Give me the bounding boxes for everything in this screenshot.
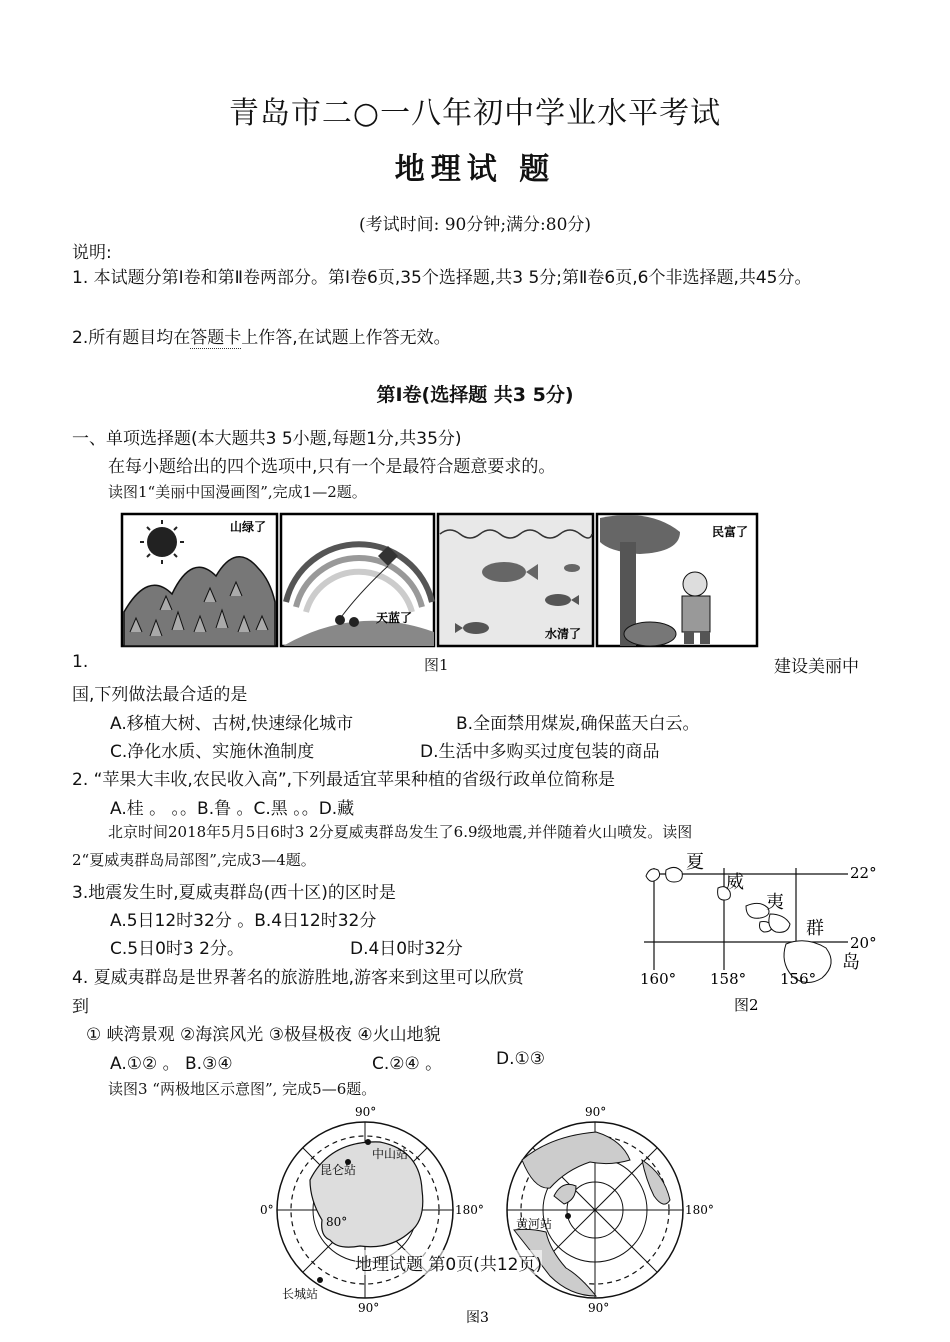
right-map-bottom-label: 90° (588, 1301, 610, 1315)
label-qun: 群 (806, 918, 824, 939)
q4-options-ab: A.①② 。 B.③④ (110, 1054, 233, 1074)
left-map-top-label: 90° (355, 1105, 377, 1119)
read-figure-2-line2: 2“夏威夷群岛局部图”,完成3—4题。 (72, 851, 316, 869)
right-map-right-label: 180° (685, 1203, 714, 1217)
right-map-top-label: 90° (585, 1105, 607, 1119)
read-figure-2-line1: 北京时间2018年5月5日6时3 2分夏威夷群岛发生了6.9级地震,并伴随着火山喷发。读图 (108, 823, 693, 841)
q3-options-c: C.5日0时3 2分。 (110, 939, 244, 959)
panel-label-1: 山绿了 (230, 520, 267, 534)
left-map-right-label: 180° (455, 1203, 484, 1217)
panel-mountains (122, 514, 277, 646)
label-xia: 夏 (686, 852, 704, 873)
panel-label-4: 民富了 (712, 525, 749, 539)
label-wei: 威 (726, 872, 744, 893)
q1-option-b: B.全面禁用煤炭,确保蓝天白云。 (456, 714, 700, 734)
figure-1-cartoon (120, 512, 760, 650)
arctic-map (507, 1105, 714, 1315)
left-map-left-label: 0° (260, 1203, 274, 1217)
instruction-item-2-before: 2.所有题目均在 (72, 328, 191, 348)
exam-time: (考试时间: 90分钟;满分:80分) (358, 215, 592, 235)
answer-card-text: 答题卡 (190, 328, 242, 348)
q4-stem-1: 4. 夏威夷群岛是世界著名的旅游胜地,游客来到这里可以欣赏 (72, 968, 525, 988)
label-yi: 夷 (766, 892, 784, 913)
subject-title: 地理试 题 (394, 152, 556, 187)
label-dao: 岛 (842, 952, 860, 973)
q1-number: 1. (72, 652, 89, 672)
part-note: 在每小题给出的四个选项中,只有一个是最符合题意要求的。 (108, 457, 556, 477)
figure-3-caption: 图3 (466, 1310, 489, 1326)
station-zhongshan: 中山站 (372, 1147, 409, 1161)
q1-stem-cont: 国,下列做法最合适的是 (72, 685, 248, 705)
q4-option-d: D.①③ (496, 1049, 545, 1069)
instruction-item-2 (72, 323, 451, 348)
read-figure-1: 读图1“美丽中国漫画图”,完成1—2题。 (108, 483, 367, 501)
station-kunlun: 昆仑站 (320, 1163, 357, 1177)
page-footer: 地理试题 第0页(共12页) (355, 1250, 542, 1275)
left-map-inner-label: 80° (326, 1215, 348, 1229)
q1-stem-right: 建设美丽中 (774, 657, 859, 677)
panel-farmer (597, 514, 757, 646)
panel-fish (438, 514, 593, 646)
figure-3-polar-maps (250, 1100, 720, 1328)
figure-2-hawaii-map (636, 848, 888, 1020)
lat-22: 22° (850, 864, 877, 882)
q4-stem-2: 到 (72, 997, 89, 1017)
q3-stem: 3.地震发生时,夏威夷群岛(西十区)的区时是 (72, 883, 396, 903)
instruction-item-2-after: 上作答,在试题上作答无效。 (241, 328, 451, 348)
panel-label-2: 天蓝了 (376, 611, 413, 625)
panel-label-3: 水清了 (545, 627, 582, 641)
q3-options-d: D.4日0时32分 (350, 939, 463, 959)
q2-stem: 2. “苹果大丰收,农民收入高”,下列最适宜苹果种植的省级行政单位简称是 (72, 770, 616, 790)
q1-option-a: A.移植大树、古树,快速绿化城市 (110, 714, 354, 734)
section-heading: 第Ⅰ卷(选择题 共3 5分) (376, 384, 574, 406)
instruction-item-1: 1. 本试题分第Ⅰ卷和第Ⅱ卷两部分。第Ⅰ卷6页,35个选择题,共3 5分;第Ⅱ卷6页,6个非选择题,共45分。 (72, 268, 812, 288)
lat-20: 20° (850, 934, 877, 952)
panel-rainbow (281, 514, 434, 646)
q4-option-c: C.②④ 。 (372, 1054, 443, 1074)
part-title: 一、单项选择题(本大题共3 5小题,每题1分,共35分) (72, 429, 462, 449)
left-map-bottom-label: 90° (358, 1301, 380, 1315)
lon-156: 156° (780, 970, 817, 988)
lon-160: 160° (640, 970, 677, 988)
read-figure-3: 读图3 “两极地区示意图”, 完成5—6题。 (108, 1080, 377, 1098)
q1-option-c: C.净化水质、实施休渔制度 (110, 742, 315, 762)
figure-1-caption: 图1 (424, 656, 449, 674)
lon-158: 158° (710, 970, 747, 988)
q2-options: A.桂 。 。。B.鲁 。C.黑 。。D.藏 (110, 799, 355, 819)
instructions-label: 说明: (72, 243, 112, 263)
station-changcheng: 长城站 (282, 1287, 319, 1301)
exam-title: 青岛市二○一八年初中学业水平考试 (228, 96, 722, 131)
station-huanghe: 黄河站 (516, 1217, 553, 1231)
antarctic-map (260, 1105, 484, 1315)
q1-option-d: D.生活中多购买过度包装的商品 (420, 742, 660, 762)
q4-choices: ① 峡湾景观 ②海滨风光 ③极昼极夜 ④火山地貌 (86, 1025, 441, 1045)
q3-options-line1: A.5日12时32分 。B.4日12时32分 (110, 911, 377, 931)
figure-2-caption: 图2 (734, 996, 759, 1014)
